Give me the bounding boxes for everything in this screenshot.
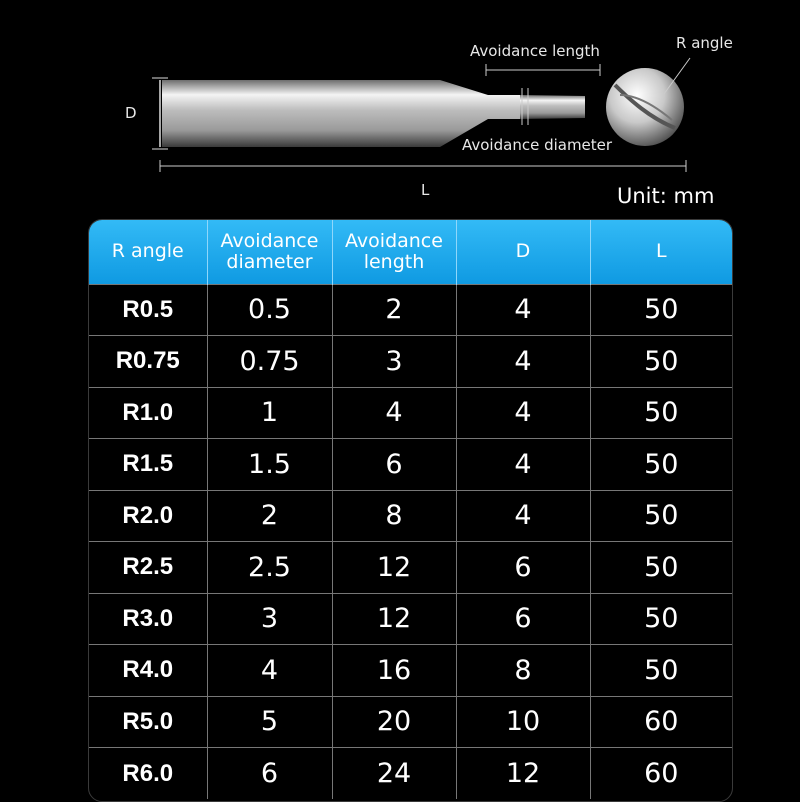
avoidance-diameter-cell: 2	[207, 490, 332, 542]
avoidance-diameter-cell: 5	[207, 696, 332, 748]
table-row	[89, 284, 732, 336]
avoidance-diameter-cell: 0.5	[207, 284, 332, 336]
avoidance-length-cell: 4	[332, 387, 456, 439]
avoidance-length-cell: 3	[332, 336, 456, 388]
l-cell: 50	[644, 448, 679, 480]
avoidance-length-cell: 20	[332, 696, 456, 748]
table-row	[89, 645, 732, 697]
table-row	[89, 593, 732, 645]
r-angle-cell: R0.5	[89, 284, 207, 336]
table-row	[89, 542, 732, 594]
d-cell: 8	[456, 645, 590, 697]
l-cell: 60	[644, 706, 679, 738]
l-cell: 50	[644, 345, 679, 377]
neck	[520, 95, 585, 119]
d-label: D	[125, 104, 137, 122]
d-cell: 6	[456, 542, 590, 594]
spec-table-container	[88, 219, 733, 802]
d-cell: 4	[456, 284, 590, 336]
table-row	[89, 696, 732, 748]
table-row	[89, 387, 732, 439]
l-label: L	[421, 181, 430, 199]
r-angle-cell: R0.75	[89, 336, 207, 388]
header-d: D	[456, 220, 590, 284]
avoidance-diameter-cell: 0.75	[207, 336, 332, 388]
d-cell: 4	[456, 336, 590, 388]
header-avoidance-diameter: Avoidance diameter	[207, 220, 332, 284]
r-angle-cell: R5.0	[89, 696, 207, 748]
avoidance-diameter-label: Avoidance diameter	[462, 136, 613, 154]
avoidance-diameter-cell: 2.5	[207, 542, 332, 594]
avoidance-length-cell: 24	[332, 748, 456, 800]
avoidance-diameter-cell: 1	[207, 387, 332, 439]
avoidance-diameter-cell: 3	[207, 593, 332, 645]
unit-label: Unit: mm	[617, 184, 715, 208]
ball-end-mill-drawing	[0, 0, 800, 215]
r-angle-cell: R6.0	[89, 748, 207, 800]
avoidance-length-cell: 6	[332, 439, 456, 491]
avoidance-length-cell: 2	[332, 284, 456, 336]
avoidance-diameter-cell: 1.5	[207, 439, 332, 491]
d-cell: 4	[456, 490, 590, 542]
spec-table	[89, 220, 732, 799]
r-angle-cell: R4.0	[89, 645, 207, 697]
table-header-row	[89, 220, 732, 284]
avoidance-length-label: Avoidance length	[470, 42, 600, 60]
d-cell: 6	[456, 593, 590, 645]
r-angle-label: R angle	[676, 34, 733, 52]
l-cell: 50	[644, 500, 679, 532]
l-cell: 50	[644, 551, 679, 583]
avoidance-length-cell: 12	[332, 593, 456, 645]
r-angle-cell: R2.5	[89, 542, 207, 594]
tool-diagram	[0, 0, 800, 215]
table-row	[89, 490, 732, 542]
l-cell: 50	[644, 294, 679, 326]
r-angle-cell: R2.0	[89, 490, 207, 542]
r-angle-cell: R3.0	[89, 593, 207, 645]
d-cell: 4	[456, 439, 590, 491]
l-cell: 60	[644, 758, 679, 789]
table-row	[89, 439, 732, 491]
avoidance-length-cell: 16	[332, 645, 456, 697]
l-cell: 50	[644, 654, 679, 686]
r-angle-cell: R1.0	[89, 387, 207, 439]
r-angle-cell: R1.5	[89, 439, 207, 491]
l-cell: 50	[644, 603, 679, 635]
avoidance-diameter-cell: 4	[207, 645, 332, 697]
table-row	[89, 748, 732, 800]
avoidance-length-cell: 8	[332, 490, 456, 542]
avoidance-diameter-cell: 6	[207, 748, 332, 800]
header-l: L	[655, 240, 667, 263]
avoidance-length-cell: 12	[332, 542, 456, 594]
ball-end	[606, 68, 684, 146]
table-row	[89, 336, 732, 388]
l-cell: 50	[644, 397, 679, 429]
d-cell: 12	[456, 748, 590, 800]
header-avoidance-length: Avoidance length	[332, 220, 456, 284]
d-cell: 10	[456, 696, 590, 748]
d-cell: 4	[456, 387, 590, 439]
header-r-angle: R angle	[89, 220, 207, 284]
